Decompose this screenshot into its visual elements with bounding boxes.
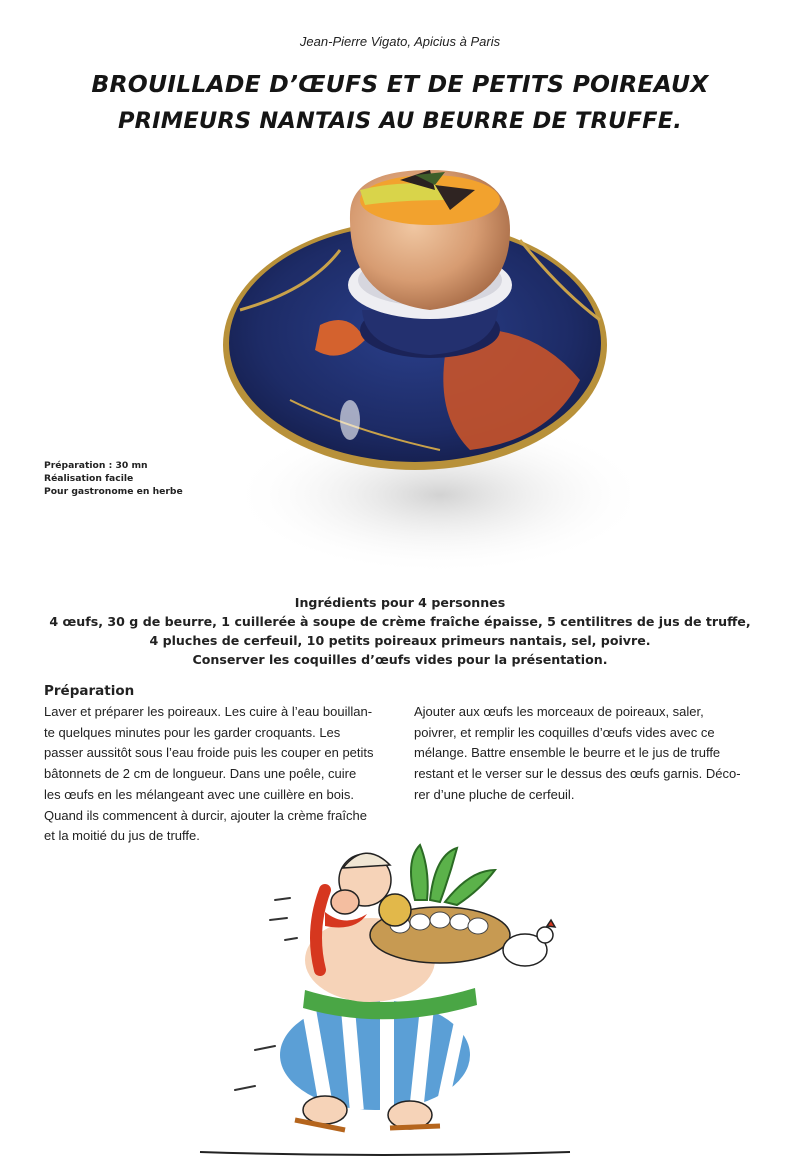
recipe-title-line-2: PRIMEURS NANTAIS AU BEURRE DE TRUFFE. <box>117 108 683 134</box>
ground-line <box>200 1152 570 1155</box>
text-line: Quand ils commencent à durcir, ajouter la crème fraîche <box>44 807 367 823</box>
difficulty: Réalisation facile <box>44 473 134 484</box>
preparation-meta <box>44 459 234 498</box>
preparation-heading: Préparation <box>44 683 135 699</box>
text-line: et la moitié du jus de truffe. <box>44 828 200 844</box>
ingredients-block <box>20 593 780 669</box>
author-credit: Jean-Pierre Vigato, Apicius à Paris <box>299 34 501 49</box>
prep-time: Préparation : 30 mn <box>44 460 148 471</box>
chicken <box>503 920 555 966</box>
nose <box>331 890 359 914</box>
preparation-text-right <box>414 702 766 806</box>
plate-highlight <box>340 400 360 440</box>
cartoon-illustration <box>195 840 575 1170</box>
text-line: te quelques minutes pour les garder croquants. Les <box>44 724 341 740</box>
ingredients-line: 4 pluches de cerfeuil, 10 petits poireaux primeurs nantais, sel, poivre. <box>149 633 651 648</box>
preparation-text-left <box>44 702 399 847</box>
text-line: les œufs en les mélangeant avec une cuillère en bois. <box>44 786 355 802</box>
audience: Pour gastronome en herbe <box>44 486 183 497</box>
text-line: passer aussitôt sous l’eau froide puis les couper en petits <box>44 745 374 761</box>
text-line: poivrer, et remplir les coquilles d’œufs vides avec ce <box>414 724 715 740</box>
leek-bundle <box>411 845 495 905</box>
ingredients-line: Conserver les coquilles d’œufs vides pour la présentation. <box>192 652 608 667</box>
text-line: bâtonnets de 2 cm de longueur. Dans une poêle, cuire <box>44 766 357 782</box>
recipe-title-line-1: BROUILLADE D’ŒUFS ET DE PETITS POIREAUX <box>91 70 709 98</box>
text-line: Laver et préparer les poireaux. Les cuire à l’eau bouillan- <box>44 704 373 719</box>
ingredients-line: 4 œufs, 30 g de beurre, 1 cuillerée à soupe de crème fraîche épaisse, 5 centilitres de jus de truffe, <box>49 614 751 629</box>
dish-photo <box>200 150 630 590</box>
bread-loaf <box>379 894 411 926</box>
text-line: mélange. Battre ensemble le beurre et le jus de truffe <box>414 745 721 761</box>
helmet <box>343 853 390 868</box>
text-line: Ajouter aux œufs les morceaux de poireaux, saler, <box>414 704 704 719</box>
text-line: restant et le verser sur le dessus des œufs garnis. Déco- <box>414 766 741 782</box>
text-line: rer d’une pluche de cerfeuil. <box>414 786 575 802</box>
ingredients-heading: Ingrédients pour 4 personnes <box>294 595 506 610</box>
